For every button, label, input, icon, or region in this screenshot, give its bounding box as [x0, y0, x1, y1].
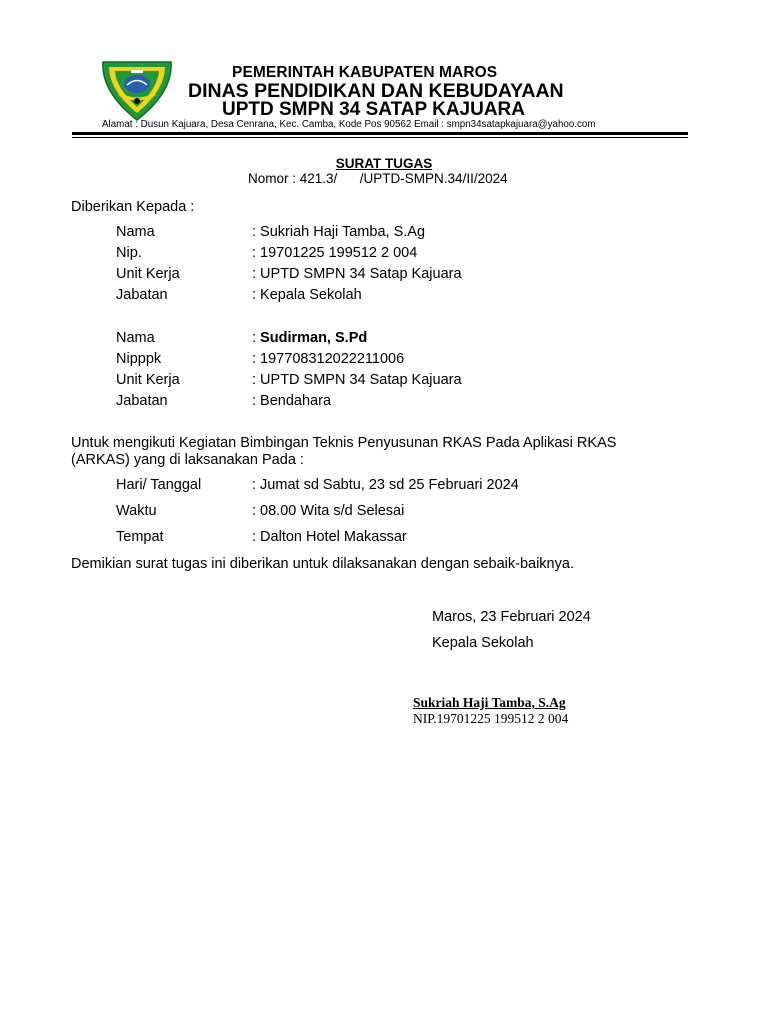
p2-label-jabatan: Jabatan — [116, 393, 168, 409]
p1-label-nama: Nama — [116, 224, 155, 240]
header-divider-thick — [72, 132, 688, 135]
signature-nip: NIP.19701225 199512 2 004 — [413, 711, 569, 726]
header-address: Alamat : Dusun Kajuara, Desa Cenrana, Kec. Camba, Kode Pos 90562 Email : smpn34satapkajuara@yahoo.com — [102, 119, 596, 130]
p2-name: Sudirman, S.Pd — [260, 330, 368, 346]
schedule-value-time: : 08.00 Wita s/d Selesai — [252, 503, 405, 519]
p2-value-jabatan: : Bendahara — [252, 393, 332, 409]
schedule-value-place: : Dalton Hotel Makassar — [252, 529, 407, 545]
kabupaten-maros-emblem-icon — [97, 58, 177, 122]
purpose-line-1: Untuk mengikuti Kegiatan Bimbingan Teknis Penyusunan RKAS Pada Aplikasi RKAS — [71, 435, 617, 451]
p2-label-unit: Unit Kerja — [116, 372, 180, 388]
p2-colon: : — [252, 330, 261, 346]
signature-place-date: Maros, 23 Februari 2024 — [432, 609, 591, 625]
p2-label-nipppk: Nipppk — [116, 351, 162, 367]
intro-text: Diberikan Kepada : — [71, 199, 195, 215]
letter-title: SURAT TUGAS — [335, 156, 433, 171]
p2-value-nipppk: : 197708312022211006 — [252, 351, 405, 367]
p1-value-unit: : UPTD SMPN 34 Satap Kajuara — [252, 266, 462, 282]
header-department: DINAS PENDIDIKAN DAN KEBUDAYAAN — [188, 80, 564, 102]
schedule-value-date: : Jumat sd Sabtu, 23 sd 25 Februari 2024 — [252, 477, 519, 493]
header-school: UPTD SMPN 34 SATAP KAJUARA — [222, 99, 525, 120]
schedule-label-date: Hari/ Tanggal — [116, 477, 202, 493]
purpose-line-2: (ARKAS) yang di laksanakan Pada : — [71, 452, 304, 468]
p1-label-nip: Nip. — [116, 245, 142, 261]
p2-label-nama: Nama — [116, 330, 155, 346]
p1-value-jabatan: : Kepala Sekolah — [252, 287, 362, 303]
schedule-label-time: Waktu — [116, 503, 157, 519]
letter-number: Nomor : 421.3/ /UPTD-SMPN.34/II/2024 — [248, 171, 508, 186]
p1-label-jabatan: Jabatan — [116, 287, 168, 303]
closing-text: Demikian surat tugas ini diberikan untuk dilaksanakan dengan sebaik-baiknya. — [71, 556, 574, 572]
signature-position: Kepala Sekolah — [432, 635, 534, 651]
p1-value-nip: : 19701225 199512 2 004 — [252, 245, 418, 261]
schedule-label-place: Tempat — [116, 529, 164, 545]
p2-value-unit: : UPTD SMPN 34 Satap Kajuara — [252, 372, 462, 388]
header-government: PEMERINTAH KABUPATEN MAROS — [232, 64, 498, 81]
signature-name: Sukriah Haji Tamba, S.Ag — [413, 695, 566, 710]
p1-value-nama: : Sukriah Haji Tamba, S.Ag — [252, 224, 426, 240]
p2-value-nama — [252, 330, 367, 346]
p1-label-unit: Unit Kerja — [116, 266, 180, 282]
header-divider-thin — [72, 137, 688, 138]
